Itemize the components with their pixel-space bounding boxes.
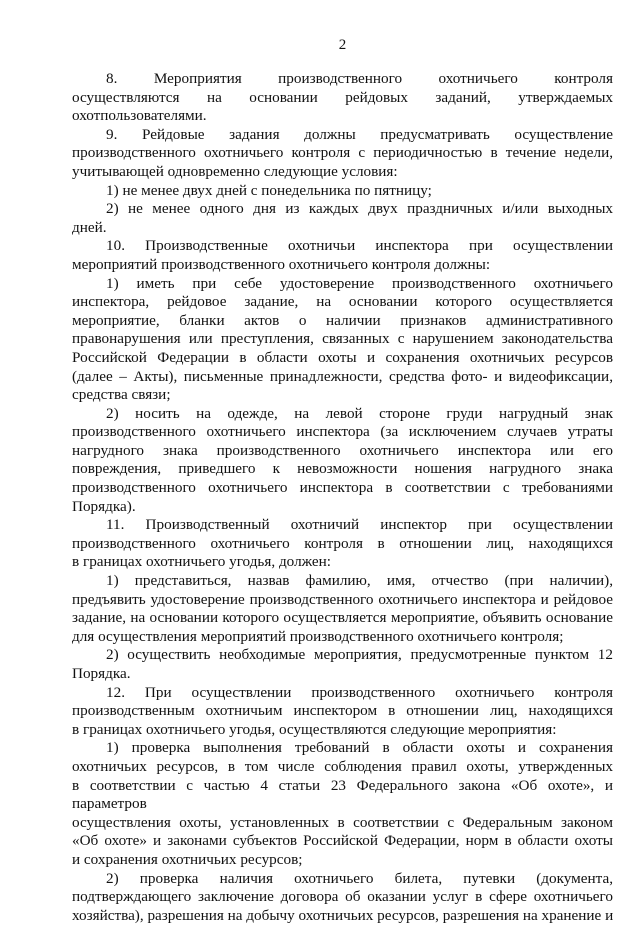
text-line: 2) не менее одного дня из каждых двух праздничных и/или выходных [106, 200, 613, 218]
text-line: в границах охотничьего угодья, осуществляются следующие мероприятия: [72, 720, 557, 738]
paragraph [72, 516, 613, 572]
text-line: (далее – Акты), письменные принадлежности, средства фото- и видеофиксации, [72, 367, 613, 385]
text-line: производственного охотничьего инспектора (за исключением случаев утраты [72, 423, 613, 441]
text-line: 12. При осуществлении производственного охотничьего контроля [106, 683, 613, 701]
text-line: учитывающей одновременно следующие условия: [72, 162, 398, 180]
paragraph [72, 739, 613, 869]
text-line: 11. Производственный охотничий инспектор при осуществлении [106, 516, 613, 534]
text-line: Российской Федерации в области охоты и сохранения охотничьих ресурсов [72, 348, 613, 366]
text-line: 10. Производственные охотничьи инспектора при осуществлении [106, 237, 613, 255]
text-line: хозяйства), разрешения на добычу охотничьих ресурсов, разрешения на хранение и [72, 906, 614, 924]
text-line: в соответствии с частью 4 статьи 23 Федерального закона «Об охоте», и параметров [72, 776, 613, 813]
text-line: 1) проверка выполнения требований в области охоты и сохранения [106, 739, 613, 757]
text-line: 2) осуществить необходимые мероприятия, предусмотренные пунктом 12 [106, 646, 613, 664]
text-line: 1) не менее двух дней с понедельника по пятницу; [106, 181, 432, 199]
text-line: средства связи; [72, 386, 171, 404]
paragraph [72, 646, 613, 683]
text-line: производственного охотничьего инспектора в соответствии с требованиями [72, 479, 613, 497]
text-line: нагрудного знака производственного охотничьего инспектора или его [72, 441, 613, 459]
paragraph [72, 405, 613, 517]
text-line: осуществления охоты, установленных в соответствии с Федеральным законом [72, 813, 613, 831]
text-line: и сохранения охотничьих ресурсов; [72, 850, 303, 868]
paragraph [72, 200, 613, 237]
document-page [72, 36, 614, 924]
text-line: повреждения, приведшего к невозможности ношения нагрудного знака [72, 460, 613, 478]
text-line: 9. Рейдовые задания должны предусматривать осуществление [106, 125, 613, 143]
text-line: 2) проверка наличия охотничьего билета, путевки (документа, [106, 869, 613, 887]
text-line: «Об охоте» и законами субъектов Российской Федерации, норм в области охоты [72, 832, 613, 850]
paragraph [72, 572, 613, 646]
text-line: в границах охотничьего угодья, должен: [72, 553, 332, 571]
text-line: мероприятий производственного охотничьего контроля должны: [72, 255, 491, 273]
text-line: 1) иметь при себе удостоверение производственного охотничьего [106, 274, 613, 292]
text-line: 2) носить на одежде, на левой стороне груди нагрудный знак [106, 404, 613, 422]
paragraph [72, 70, 613, 126]
page-number: 2 [338, 37, 347, 53]
text-line: для осуществления мероприятий производственного охотничьего контроля; [72, 627, 564, 645]
text-line: дней. [72, 218, 107, 236]
text-line: осуществляются на основании рейдовых заданий, утверждаемых [72, 88, 613, 106]
text-line: Порядка). [72, 497, 136, 515]
text-line: Порядка. [72, 665, 131, 682]
document-body [72, 70, 613, 925]
text-line: 8. Мероприятия производственного охотничьего контроля [106, 70, 613, 87]
paragraph [72, 684, 613, 740]
paragraph [72, 870, 613, 925]
text-line: инспектора, рейдовое задание, на основании которого осуществляется [72, 293, 613, 311]
paragraph [72, 237, 613, 274]
paragraph [72, 182, 613, 201]
paragraph [72, 275, 613, 405]
text-line: охотпользователями. [72, 107, 207, 125]
text-line: задание, на основании которого осуществляется мероприятие, объявить основание [72, 609, 613, 627]
text-line: охотничьих ресурсов, в том числе соблюдения правил охоты, утвержденных [72, 757, 613, 775]
text-line: правонарушения или преступления, связанных с нарушением законодательства [72, 330, 613, 348]
text-line: производственного охотничьего контроля в отношении лиц, находящихся [72, 534, 613, 552]
text-line: подтверждающего заключение договора об оказании услуг в сфере охотничьего [72, 888, 613, 906]
paragraph [72, 126, 613, 182]
text-line: мероприятие, бланки актов о наличии признаков административного [72, 311, 613, 329]
text-line: производственным охотничьим инспектором в отношении лиц, находящихся [72, 702, 613, 720]
text-line: производственного охотничьего контроля с периодичностью в течение недели, [72, 144, 613, 162]
text-line: 1) представиться, назвав фамилию, имя, отчество (при наличии), [106, 572, 613, 590]
text-line: предъявить удостоверение производственного охотничьего инспектора и рейдовое [72, 590, 613, 608]
